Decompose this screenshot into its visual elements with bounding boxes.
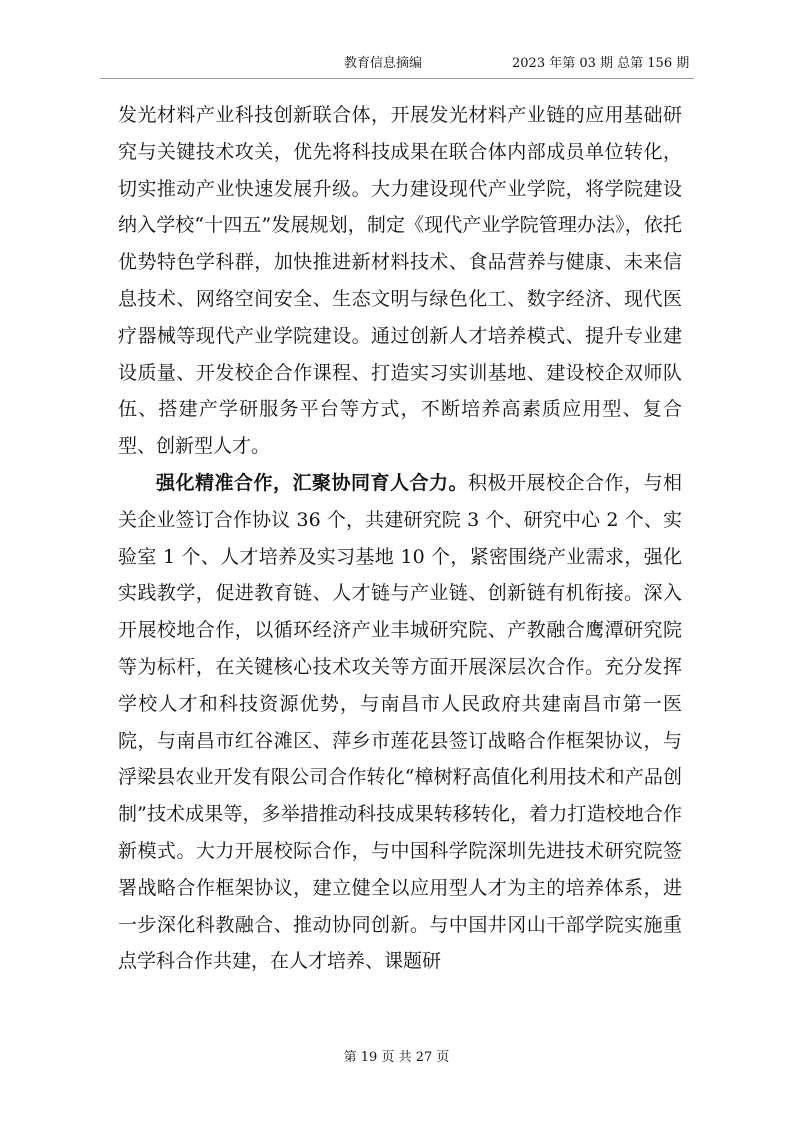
paragraph-2-text: 积极开展校企合作，与相关企业签订合作协议 36 个，共建研究院 3 个、研究中心 2 个、实验室 1 个、人才培养及实习基地 10 个，紧密围绕产业需求，强化实践教学，促进教育链、人才链与产业链、创新链有机衔接。深入开展校地合作，以循环经济产业丰城研究院、产教融合鹰潭研究院等为标杆，在关键核心技术攻关等方面开展深层次合作。充分发挥学校人才和科技资源优势，与南昌市人民政府共建南昌市第一医院，与南昌市红谷滩区、萍乡市莲花县签订战略合作框架协议，与浮梁县农业开发有限公司合作转化“樟树籽高值化利用技术和产品创制”技术成果等，多举措推动科技成果转移转化，着力打造校地合作新模式。大力开展校际合作，与中国科学院深圳先进技术研究院签署战略合作框架协议，建立健全以应用型人才为主的培养体系，进一步深化科教融合、推动协同创新。与中国井冈山干部学院实施重点学科合作共建，在人才培养、课题研 [118, 471, 682, 973]
paragraph-1 [118, 97, 682, 465]
page-number: 第 19 页 共 27 页 [343, 1050, 450, 1065]
article-body [118, 97, 682, 980]
paragraph-1-text: 发光材料产业科技创新联合体，开展发光材料产业链的应用基础研究与关键技术攻关，优先将科技成果在联合体内部成员单位转化，切实推动产业快速发展升级。大力建设现代产业学院，将学院建设纳入学校“十四五”发展规划，制定《现代产业学院管理办法》，依托优势特色学科群，加快推进新材料技术、食品营养与健康、未来信息技术、网络空间安全、生态文明与绿色化工、数字经济、现代医疗器械等现代产业学院建设。通过创新人才培养模式、提升专业建设质量、开发校企合作课程、打造实习实训基地、建设校企双师队伍、搭建产学研服务平台等方式，不断培养高素质应用型、复合型、创新型人才。 [118, 104, 682, 458]
paragraph-2 [118, 465, 682, 980]
issue-number: 2023 年第 03 期 总第 156 期 [512, 56, 690, 71]
paragraph-2-heading: 强化精准合作，汇聚协同育人合力。 [156, 471, 468, 494]
page-header [0, 52, 793, 72]
header-divider [100, 78, 694, 79]
publication-title: 教育信息摘编 [344, 56, 423, 71]
